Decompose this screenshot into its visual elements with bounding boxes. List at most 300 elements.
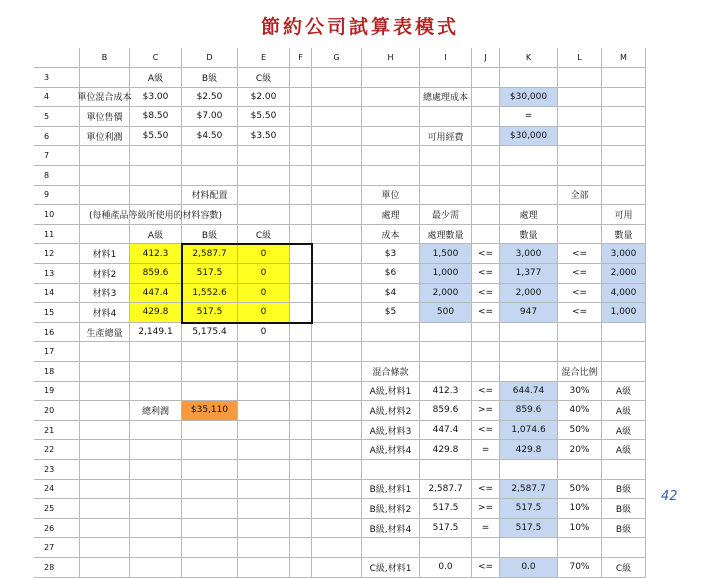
column-header-f[interactable]: F — [290, 48, 312, 68]
cell-g26[interactable] — [312, 519, 362, 539]
cell-m23[interactable] — [602, 460, 646, 480]
cell-l13[interactable]: <= — [558, 264, 602, 284]
cell-d7[interactable] — [182, 146, 238, 166]
cell-d11[interactable]: B級 — [182, 225, 238, 245]
cell-j3[interactable] — [472, 68, 500, 88]
cell-f13[interactable] — [290, 264, 312, 284]
cell-f22[interactable] — [290, 440, 312, 460]
cell-j6[interactable] — [472, 127, 500, 147]
row-header-5[interactable]: 5 — [34, 107, 80, 127]
cell-g12[interactable] — [312, 244, 362, 264]
cell-l12[interactable]: <= — [558, 244, 602, 264]
cell-f26[interactable] — [290, 519, 312, 539]
cell-b4[interactable]: 單位混合成本 — [80, 88, 130, 108]
cell-b17[interactable] — [80, 342, 130, 362]
row-header-7[interactable]: 7 — [34, 146, 80, 166]
cell-d26[interactable] — [182, 519, 238, 539]
cell-e18[interactable] — [238, 362, 290, 382]
cell-g4[interactable] — [312, 88, 362, 108]
cell-k17[interactable] — [500, 342, 558, 362]
cell-m26[interactable]: B級 — [602, 519, 646, 539]
cell-e9[interactable] — [238, 186, 290, 206]
row-header-11[interactable]: 11 — [34, 225, 80, 245]
cell-d10[interactable] — [182, 205, 238, 225]
column-header-e[interactable]: E — [238, 48, 290, 68]
cell-c25[interactable] — [130, 499, 182, 519]
cell-k28[interactable]: 0.0 — [500, 558, 558, 578]
column-header-k[interactable]: K — [500, 48, 558, 68]
cell-k26[interactable]: 517.5 — [500, 519, 558, 539]
cell-j19[interactable]: <= — [472, 382, 500, 402]
cell-f3[interactable] — [290, 68, 312, 88]
cell-e6[interactable]: $3.50 — [238, 127, 290, 147]
cell-d24[interactable] — [182, 480, 238, 500]
cell-c24[interactable] — [130, 480, 182, 500]
cell-c27[interactable] — [130, 538, 182, 558]
cell-m17[interactable] — [602, 342, 646, 362]
cell-e20[interactable] — [238, 401, 290, 421]
cell-f21[interactable] — [290, 421, 312, 441]
cell-d28[interactable] — [182, 558, 238, 578]
cell-c4[interactable]: $3.00 — [130, 88, 182, 108]
cell-g7[interactable] — [312, 146, 362, 166]
cell-m22[interactable]: A級 — [602, 440, 646, 460]
cell-k6[interactable]: $30,000 — [500, 127, 558, 147]
row-header-14[interactable]: 14 — [34, 284, 80, 304]
cell-f15[interactable] — [290, 303, 312, 323]
column-header-i[interactable]: I — [420, 48, 472, 68]
cell-m19[interactable]: A級 — [602, 382, 646, 402]
cell-d8[interactable] — [182, 166, 238, 186]
cell-h25[interactable]: B級,材料2 — [362, 499, 420, 519]
row-header-23[interactable]: 23 — [34, 460, 80, 480]
row-header-27[interactable]: 27 — [34, 538, 80, 558]
row-header-21[interactable]: 21 — [34, 421, 80, 441]
cell-i17[interactable] — [420, 342, 472, 362]
cell-b18[interactable] — [80, 362, 130, 382]
row-header-19[interactable]: 19 — [34, 382, 80, 402]
cell-h14[interactable]: $4 — [362, 284, 420, 304]
cell-k9[interactable] — [500, 186, 558, 206]
cell-j21[interactable]: <= — [472, 421, 500, 441]
cell-d17[interactable] — [182, 342, 238, 362]
cell-c20[interactable]: 總利潤 — [130, 401, 182, 421]
cell-j16[interactable] — [472, 323, 500, 343]
cell-d21[interactable] — [182, 421, 238, 441]
cell-i8[interactable] — [420, 166, 472, 186]
cell-h28[interactable]: C級,材料1 — [362, 558, 420, 578]
cell-j22[interactable]: = — [472, 440, 500, 460]
cell-c26[interactable] — [130, 519, 182, 539]
cell-i6[interactable]: 可用經費 — [420, 127, 472, 147]
cell-g13[interactable] — [312, 264, 362, 284]
cell-d22[interactable] — [182, 440, 238, 460]
cell-h24[interactable]: B級,材料1 — [362, 480, 420, 500]
cell-m8[interactable] — [602, 166, 646, 186]
row-header-10[interactable]: 10 — [34, 205, 80, 225]
cell-h5[interactable] — [362, 107, 420, 127]
cell-b22[interactable] — [80, 440, 130, 460]
cell-l27[interactable] — [558, 538, 602, 558]
cell-i28[interactable]: 0.0 — [420, 558, 472, 578]
row-header-15[interactable]: 15 — [34, 303, 80, 323]
cell-h16[interactable] — [362, 323, 420, 343]
cell-g22[interactable] — [312, 440, 362, 460]
cell-g25[interactable] — [312, 499, 362, 519]
cell-m24[interactable]: B級 — [602, 480, 646, 500]
cell-b8[interactable] — [80, 166, 130, 186]
cell-m14[interactable]: 4,000 — [602, 284, 646, 304]
row-header-24[interactable]: 24 — [34, 480, 80, 500]
cell-d20[interactable]: $35,110 — [182, 401, 238, 421]
cell-e14[interactable]: 0 — [238, 284, 290, 304]
row-header-25[interactable]: 25 — [34, 499, 80, 519]
cell-k20[interactable]: 859.6 — [500, 401, 558, 421]
cell-i13[interactable]: 1,000 — [420, 264, 472, 284]
cell-b23[interactable] — [80, 460, 130, 480]
cell-l9[interactable]: 全部 — [558, 186, 602, 206]
cell-c14[interactable]: 447.4 — [130, 284, 182, 304]
cell-k23[interactable] — [500, 460, 558, 480]
cell-m11[interactable]: 數量 — [602, 225, 646, 245]
cell-j13[interactable]: <= — [472, 264, 500, 284]
cell-i11[interactable]: 處理數量 — [420, 225, 472, 245]
cell-m21[interactable]: A級 — [602, 421, 646, 441]
cell-h27[interactable] — [362, 538, 420, 558]
cell-b12[interactable]: 材料1 — [80, 244, 130, 264]
cell-m15[interactable]: 1,000 — [602, 303, 646, 323]
cell-l16[interactable] — [558, 323, 602, 343]
cell-h12[interactable]: $3 — [362, 244, 420, 264]
cell-i22[interactable]: 429.8 — [420, 440, 472, 460]
cell-g17[interactable] — [312, 342, 362, 362]
cell-b24[interactable] — [80, 480, 130, 500]
cell-f23[interactable] — [290, 460, 312, 480]
cell-h7[interactable] — [362, 146, 420, 166]
cell-d14[interactable]: 1,552.6 — [182, 284, 238, 304]
cell-l24[interactable]: 50% — [558, 480, 602, 500]
cell-d25[interactable] — [182, 499, 238, 519]
cell-c6[interactable]: $5.50 — [130, 127, 182, 147]
cell-i16[interactable] — [420, 323, 472, 343]
cell-i12[interactable]: 1,500 — [420, 244, 472, 264]
cell-h4[interactable] — [362, 88, 420, 108]
row-header-12[interactable]: 12 — [34, 244, 80, 264]
cell-c28[interactable] — [130, 558, 182, 578]
cell-e26[interactable] — [238, 519, 290, 539]
row-header-22[interactable]: 22 — [34, 440, 80, 460]
cell-m28[interactable]: C級 — [602, 558, 646, 578]
cell-k21[interactable]: 1,074.6 — [500, 421, 558, 441]
cell-f20[interactable] — [290, 401, 312, 421]
cell-c11[interactable]: A級 — [130, 225, 182, 245]
row-header-28[interactable]: 28 — [34, 558, 80, 578]
cell-j20[interactable]: >= — [472, 401, 500, 421]
cell-g6[interactable] — [312, 127, 362, 147]
cell-h21[interactable]: A級,材料3 — [362, 421, 420, 441]
cell-k12[interactable]: 3,000 — [500, 244, 558, 264]
cell-m20[interactable]: A級 — [602, 401, 646, 421]
cell-l18[interactable]: 混合比例 — [558, 362, 602, 382]
cell-i9[interactable] — [420, 186, 472, 206]
cell-f28[interactable] — [290, 558, 312, 578]
cell-m3[interactable] — [602, 68, 646, 88]
cell-k10[interactable]: 處理 — [500, 205, 558, 225]
cell-e8[interactable] — [238, 166, 290, 186]
cell-l3[interactable] — [558, 68, 602, 88]
cell-e25[interactable] — [238, 499, 290, 519]
cell-l25[interactable]: 10% — [558, 499, 602, 519]
cell-f19[interactable] — [290, 382, 312, 402]
cell-f14[interactable] — [290, 284, 312, 304]
cell-i26[interactable]: 517.5 — [420, 519, 472, 539]
cell-g18[interactable] — [312, 362, 362, 382]
cell-c13[interactable]: 859.6 — [130, 264, 182, 284]
cell-e23[interactable] — [238, 460, 290, 480]
cell-c3[interactable]: A級 — [130, 68, 182, 88]
cell-e16[interactable]: 0 — [238, 323, 290, 343]
cell-k19[interactable]: 644.74 — [500, 382, 558, 402]
cell-h10[interactable]: 處理 — [362, 205, 420, 225]
cell-j17[interactable] — [472, 342, 500, 362]
cell-e15[interactable]: 0 — [238, 303, 290, 323]
cell-k27[interactable] — [500, 538, 558, 558]
cell-e27[interactable] — [238, 538, 290, 558]
cell-d12[interactable]: 2,587.7 — [182, 244, 238, 264]
cell-c7[interactable] — [130, 146, 182, 166]
cell-b7[interactable] — [80, 146, 130, 166]
cell-m6[interactable] — [602, 127, 646, 147]
cell-l26[interactable]: 10% — [558, 519, 602, 539]
cell-g21[interactable] — [312, 421, 362, 441]
cell-h17[interactable] — [362, 342, 420, 362]
cell-l20[interactable]: 40% — [558, 401, 602, 421]
cell-i20[interactable]: 859.6 — [420, 401, 472, 421]
cell-k4[interactable]: $30,000 — [500, 88, 558, 108]
cell-k11[interactable]: 數量 — [500, 225, 558, 245]
cell-g8[interactable] — [312, 166, 362, 186]
cell-i23[interactable] — [420, 460, 472, 480]
cell-i3[interactable] — [420, 68, 472, 88]
cell-i24[interactable]: 2,587.7 — [420, 480, 472, 500]
row-header-17[interactable]: 17 — [34, 342, 80, 362]
cell-c22[interactable] — [130, 440, 182, 460]
cell-e17[interactable] — [238, 342, 290, 362]
cell-l6[interactable] — [558, 127, 602, 147]
cell-k16[interactable] — [500, 323, 558, 343]
cell-e24[interactable] — [238, 480, 290, 500]
cell-h6[interactable] — [362, 127, 420, 147]
cell-l17[interactable] — [558, 342, 602, 362]
cell-h26[interactable]: B級,材料4 — [362, 519, 420, 539]
cell-i15[interactable]: 500 — [420, 303, 472, 323]
cell-k13[interactable]: 1,377 — [500, 264, 558, 284]
cell-k18[interactable] — [500, 362, 558, 382]
cell-c15[interactable]: 429.8 — [130, 303, 182, 323]
cell-c16[interactable]: 2,149.1 — [130, 323, 182, 343]
cell-m7[interactable] — [602, 146, 646, 166]
cell-f5[interactable] — [290, 107, 312, 127]
row-header-9[interactable]: 9 — [34, 186, 80, 206]
cell-l28[interactable]: 70% — [558, 558, 602, 578]
cell-b9[interactable] — [80, 186, 130, 206]
cell-g10[interactable] — [312, 205, 362, 225]
cell-b6[interactable]: 單位利潤 — [80, 127, 130, 147]
cell-m12[interactable]: 3,000 — [602, 244, 646, 264]
cell-c9[interactable] — [130, 186, 182, 206]
cell-h18[interactable]: 混合條款 — [362, 362, 420, 382]
cell-c12[interactable]: 412.3 — [130, 244, 182, 264]
cell-b19[interactable] — [80, 382, 130, 402]
cell-e4[interactable]: $2.00 — [238, 88, 290, 108]
cell-m5[interactable] — [602, 107, 646, 127]
cell-l8[interactable] — [558, 166, 602, 186]
cell-j14[interactable]: <= — [472, 284, 500, 304]
cell-l21[interactable]: 50% — [558, 421, 602, 441]
cell-b13[interactable]: 材料2 — [80, 264, 130, 284]
cell-d9[interactable]: 材料配置 — [182, 186, 238, 206]
cell-i10[interactable]: 最少需 — [420, 205, 472, 225]
cell-i5[interactable] — [420, 107, 472, 127]
cell-f25[interactable] — [290, 499, 312, 519]
cell-h11[interactable]: 成本 — [362, 225, 420, 245]
cell-l23[interactable] — [558, 460, 602, 480]
cell-j8[interactable] — [472, 166, 500, 186]
cell-h3[interactable] — [362, 68, 420, 88]
column-header-h[interactable]: H — [362, 48, 420, 68]
cell-f16[interactable] — [290, 323, 312, 343]
cell-b20[interactable] — [80, 401, 130, 421]
cell-b28[interactable] — [80, 558, 130, 578]
cell-g24[interactable] — [312, 480, 362, 500]
cell-m16[interactable] — [602, 323, 646, 343]
cell-e13[interactable]: 0 — [238, 264, 290, 284]
cell-g3[interactable] — [312, 68, 362, 88]
cell-j18[interactable] — [472, 362, 500, 382]
cell-m13[interactable]: 2,000 — [602, 264, 646, 284]
cell-g27[interactable] — [312, 538, 362, 558]
cell-h8[interactable] — [362, 166, 420, 186]
cell-e19[interactable] — [238, 382, 290, 402]
cell-g15[interactable] — [312, 303, 362, 323]
cell-b27[interactable] — [80, 538, 130, 558]
cell-m27[interactable] — [602, 538, 646, 558]
cell-b21[interactable] — [80, 421, 130, 441]
cell-d23[interactable] — [182, 460, 238, 480]
cell-g16[interactable] — [312, 323, 362, 343]
row-header-26[interactable]: 26 — [34, 519, 80, 539]
cell-b3[interactable] — [80, 68, 130, 88]
cell-b5[interactable]: 單位售價 — [80, 107, 130, 127]
row-header-3[interactable]: 3 — [34, 68, 80, 88]
cell-j5[interactable] — [472, 107, 500, 127]
cell-e28[interactable] — [238, 558, 290, 578]
row-header-18[interactable]: 18 — [34, 362, 80, 382]
column-header-g[interactable]: G — [312, 48, 362, 68]
cell-d15[interactable]: 517.5 — [182, 303, 238, 323]
cell-d18[interactable] — [182, 362, 238, 382]
cell-i4[interactable]: 總處理成本 — [420, 88, 472, 108]
cell-j11[interactable] — [472, 225, 500, 245]
cell-h22[interactable]: A級,材料4 — [362, 440, 420, 460]
cell-j24[interactable]: <= — [472, 480, 500, 500]
corner-cell[interactable] — [34, 48, 80, 68]
cell-e21[interactable] — [238, 421, 290, 441]
cell-m10[interactable]: 可用 — [602, 205, 646, 225]
cell-e7[interactable] — [238, 146, 290, 166]
row-header-8[interactable]: 8 — [34, 166, 80, 186]
cell-i25[interactable]: 517.5 — [420, 499, 472, 519]
cell-d16[interactable]: 5,175.4 — [182, 323, 238, 343]
column-header-c[interactable]: C — [130, 48, 182, 68]
cell-j23[interactable] — [472, 460, 500, 480]
cell-d4[interactable]: $2.50 — [182, 88, 238, 108]
cell-c19[interactable] — [130, 382, 182, 402]
cell-i7[interactable] — [420, 146, 472, 166]
cell-d3[interactable]: B級 — [182, 68, 238, 88]
cell-j9[interactable] — [472, 186, 500, 206]
row-header-16[interactable]: 16 — [34, 323, 80, 343]
cell-h20[interactable]: A級,材料2 — [362, 401, 420, 421]
cell-k7[interactable] — [500, 146, 558, 166]
cell-f18[interactable] — [290, 362, 312, 382]
cell-j25[interactable]: >= — [472, 499, 500, 519]
column-header-j[interactable]: J — [472, 48, 500, 68]
cell-e22[interactable] — [238, 440, 290, 460]
cell-f11[interactable] — [290, 225, 312, 245]
cell-l5[interactable] — [558, 107, 602, 127]
cell-b11[interactable] — [80, 225, 130, 245]
cell-f27[interactable] — [290, 538, 312, 558]
cell-e3[interactable]: C級 — [238, 68, 290, 88]
cell-d13[interactable]: 517.5 — [182, 264, 238, 284]
cell-e10[interactable] — [238, 205, 290, 225]
cell-f10[interactable] — [290, 205, 312, 225]
cell-d27[interactable] — [182, 538, 238, 558]
cell-g5[interactable] — [312, 107, 362, 127]
cell-f24[interactable] — [290, 480, 312, 500]
cell-b26[interactable] — [80, 519, 130, 539]
cell-c17[interactable] — [130, 342, 182, 362]
column-header-b[interactable]: B — [80, 48, 130, 68]
cell-j27[interactable] — [472, 538, 500, 558]
cell-c10[interactable]: (每種產品等級所使用的材料容數) — [130, 205, 182, 225]
cell-f6[interactable] — [290, 127, 312, 147]
cell-g20[interactable] — [312, 401, 362, 421]
column-header-d[interactable]: D — [182, 48, 238, 68]
cell-j28[interactable]: <= — [472, 558, 500, 578]
cell-k8[interactable] — [500, 166, 558, 186]
cell-g28[interactable] — [312, 558, 362, 578]
cell-f4[interactable] — [290, 88, 312, 108]
cell-m18[interactable] — [602, 362, 646, 382]
cell-j7[interactable] — [472, 146, 500, 166]
cell-g9[interactable] — [312, 186, 362, 206]
column-header-m[interactable]: M — [602, 48, 646, 68]
cell-j10[interactable] — [472, 205, 500, 225]
cell-g23[interactable] — [312, 460, 362, 480]
cell-k25[interactable]: 517.5 — [500, 499, 558, 519]
cell-j15[interactable]: <= — [472, 303, 500, 323]
cell-i18[interactable] — [420, 362, 472, 382]
cell-l19[interactable]: 30% — [558, 382, 602, 402]
cell-k5[interactable]: = — [500, 107, 558, 127]
row-header-20[interactable]: 20 — [34, 401, 80, 421]
cell-b15[interactable]: 材料4 — [80, 303, 130, 323]
cell-m9[interactable] — [602, 186, 646, 206]
cell-h15[interactable]: $5 — [362, 303, 420, 323]
cell-g19[interactable] — [312, 382, 362, 402]
